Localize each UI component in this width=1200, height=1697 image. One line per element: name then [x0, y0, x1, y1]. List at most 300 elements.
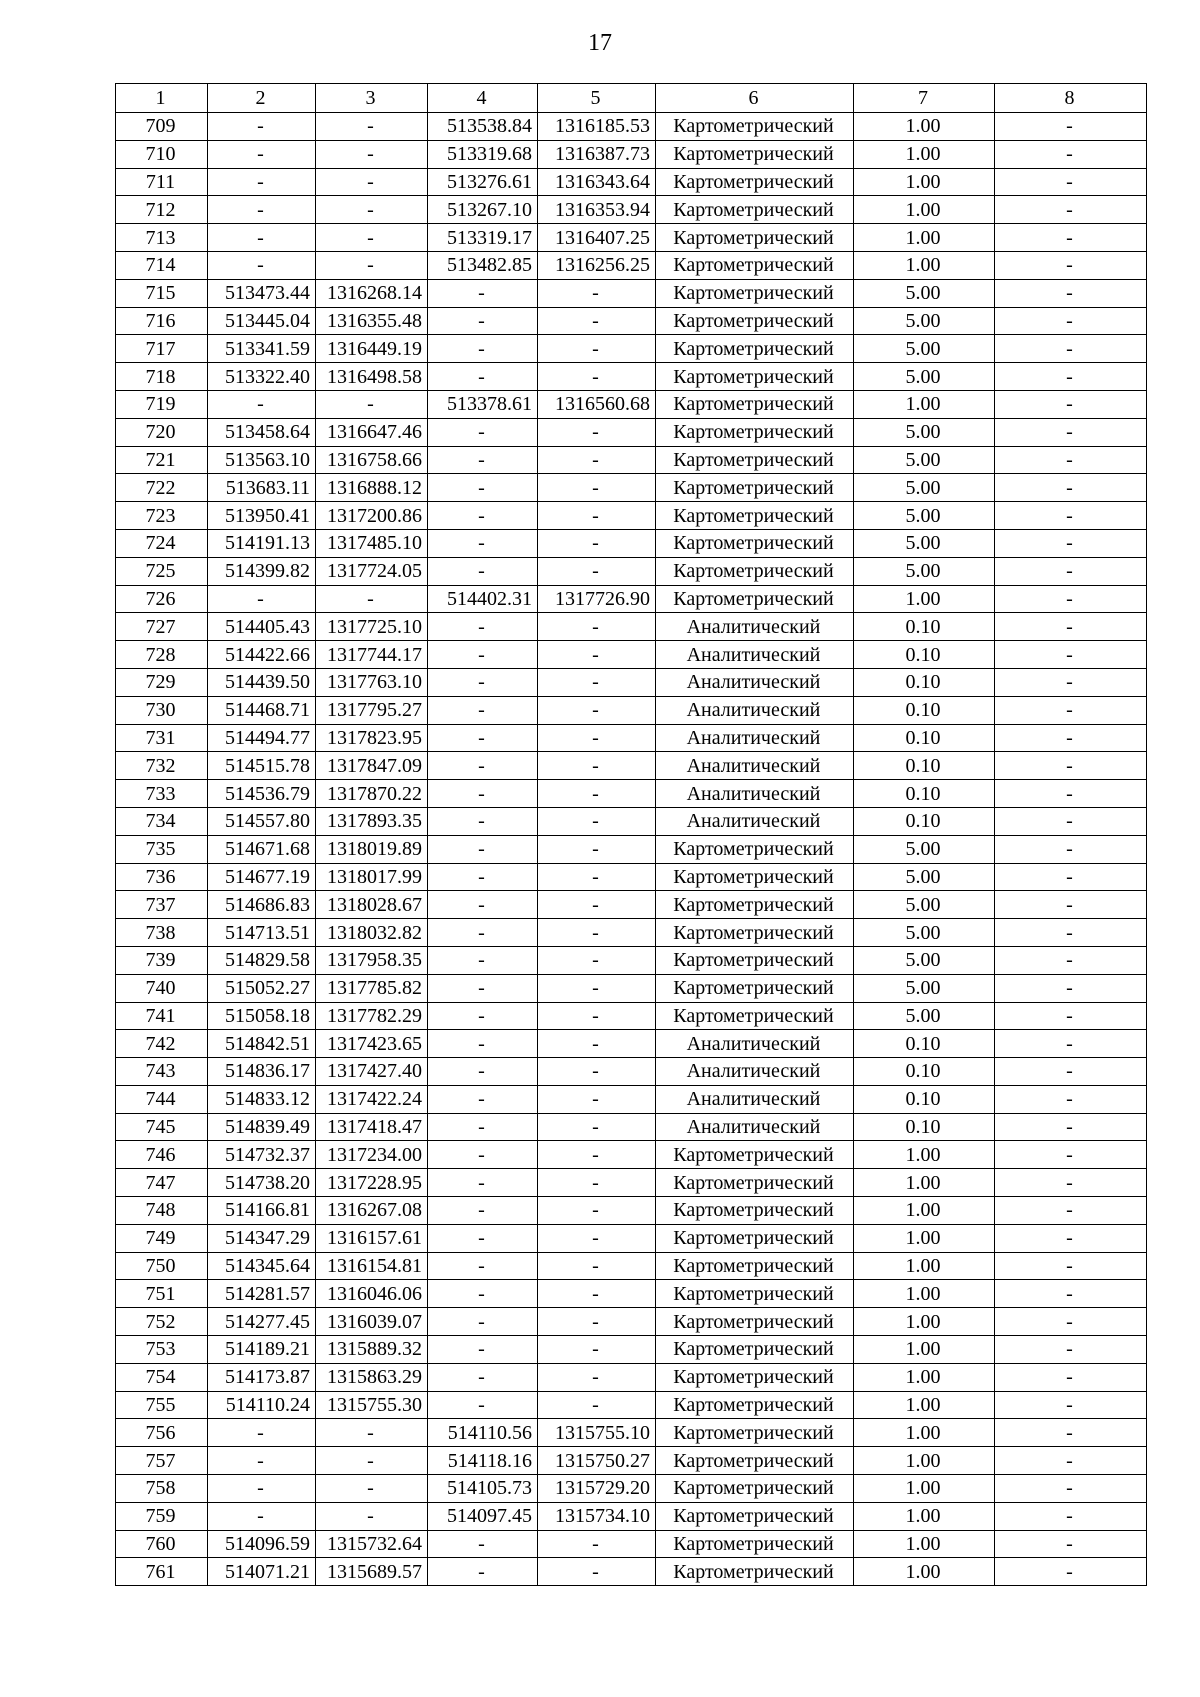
coord-y-new-cell: -: [538, 307, 656, 335]
coord-x-new-cell: -: [428, 335, 538, 363]
accuracy-cell: 1.00: [854, 113, 995, 141]
accuracy-cell: 1.00: [854, 1502, 995, 1530]
coord-x-new-cell: -: [428, 696, 538, 724]
coord-x-cell: 513950.41: [208, 502, 316, 530]
point-number-cell: 757: [116, 1447, 208, 1475]
coord-y-new-cell: -: [538, 863, 656, 891]
method-cell: Картометрический: [656, 1447, 854, 1475]
point-number-cell: 744: [116, 1085, 208, 1113]
coord-y-cell: 1318017.99: [316, 863, 428, 891]
coord-y-new-cell: -: [538, 1085, 656, 1113]
column-header: 2: [208, 84, 316, 113]
coord-x-new-cell: -: [428, 1197, 538, 1225]
coord-y-new-cell: -: [538, 641, 656, 669]
note-cell: -: [995, 418, 1147, 446]
coord-y-new-cell: 1315750.27: [538, 1447, 656, 1475]
coord-x-cell: -: [208, 140, 316, 168]
note-cell: -: [995, 1030, 1147, 1058]
accuracy-cell: 1.00: [854, 1224, 995, 1252]
point-number-cell: 722: [116, 474, 208, 502]
table-row: [116, 251, 1147, 279]
coord-y-new-cell: 1316407.25: [538, 224, 656, 252]
note-cell: -: [995, 1085, 1147, 1113]
coord-y-cell: 1317234.00: [316, 1141, 428, 1169]
table-row: [116, 1363, 1147, 1391]
accuracy-cell: 5.00: [854, 474, 995, 502]
accuracy-cell: 1.00: [854, 585, 995, 613]
method-cell: Аналитический: [656, 613, 854, 641]
coord-y-cell: 1316046.06: [316, 1280, 428, 1308]
coord-x-cell: 514842.51: [208, 1030, 316, 1058]
coordinates-table: [115, 83, 1147, 1586]
point-number-cell: 760: [116, 1530, 208, 1558]
coord-y-cell: 1317422.24: [316, 1085, 428, 1113]
coord-y-cell: 1317418.47: [316, 1113, 428, 1141]
coord-x-cell: 514836.17: [208, 1058, 316, 1086]
coord-y-cell: 1316647.46: [316, 418, 428, 446]
coord-y-cell: -: [316, 390, 428, 418]
accuracy-cell: 0.10: [854, 668, 995, 696]
coord-x-new-cell: -: [428, 1002, 538, 1030]
method-cell: Картометрический: [656, 1197, 854, 1225]
column-header: 4: [428, 84, 538, 113]
coord-y-new-cell: -: [538, 1030, 656, 1058]
table-row: [116, 585, 1147, 613]
coord-x-new-cell: 514118.16: [428, 1447, 538, 1475]
coord-x-cell: 513458.64: [208, 418, 316, 446]
coord-y-cell: 1315755.30: [316, 1391, 428, 1419]
coord-y-cell: 1315689.57: [316, 1558, 428, 1586]
table-row: [116, 641, 1147, 669]
accuracy-cell: 1.00: [854, 390, 995, 418]
coord-x-cell: -: [208, 113, 316, 141]
method-cell: Картометрический: [656, 835, 854, 863]
method-cell: Аналитический: [656, 724, 854, 752]
table-row: [116, 1530, 1147, 1558]
table-row: [116, 1141, 1147, 1169]
coord-x-new-cell: -: [428, 863, 538, 891]
table-row: [116, 835, 1147, 863]
table-row: [116, 1502, 1147, 1530]
coord-y-new-cell: -: [538, 780, 656, 808]
coord-y-cell: 1317427.40: [316, 1058, 428, 1086]
accuracy-cell: 5.00: [854, 863, 995, 891]
coord-x-new-cell: -: [428, 557, 538, 585]
note-cell: -: [995, 835, 1147, 863]
coord-x-new-cell: -: [428, 835, 538, 863]
coord-x-new-cell: -: [428, 1308, 538, 1336]
table-row: [116, 529, 1147, 557]
coord-x-new-cell: -: [428, 780, 538, 808]
coord-x-cell: 513563.10: [208, 446, 316, 474]
coord-y-new-cell: -: [538, 668, 656, 696]
coord-y-cell: 1315863.29: [316, 1363, 428, 1391]
method-cell: Аналитический: [656, 752, 854, 780]
point-number-cell: 761: [116, 1558, 208, 1586]
table-row: [116, 1085, 1147, 1113]
coord-x-new-cell: -: [428, 363, 538, 391]
method-cell: Картометрический: [656, 1002, 854, 1030]
coord-y-cell: 1316355.48: [316, 307, 428, 335]
method-cell: Аналитический: [656, 696, 854, 724]
note-cell: -: [995, 696, 1147, 724]
note-cell: -: [995, 168, 1147, 196]
point-number-cell: 756: [116, 1419, 208, 1447]
coord-y-cell: 1316039.07: [316, 1308, 428, 1336]
table-row: [116, 1475, 1147, 1503]
coord-y-cell: 1317763.10: [316, 668, 428, 696]
point-number-cell: 737: [116, 891, 208, 919]
coord-x-new-cell: -: [428, 1252, 538, 1280]
table-row: [116, 974, 1147, 1002]
coord-y-cell: -: [316, 168, 428, 196]
coord-x-cell: 514515.78: [208, 752, 316, 780]
point-number-cell: 723: [116, 502, 208, 530]
coord-x-new-cell: -: [428, 1058, 538, 1086]
method-cell: Картометрический: [656, 1502, 854, 1530]
coord-x-new-cell: -: [428, 474, 538, 502]
coord-y-new-cell: -: [538, 557, 656, 585]
coord-y-cell: -: [316, 224, 428, 252]
point-number-cell: 712: [116, 196, 208, 224]
coord-x-new-cell: -: [428, 1391, 538, 1419]
point-number-cell: 751: [116, 1280, 208, 1308]
note-cell: -: [995, 1336, 1147, 1364]
coord-x-cell: 514347.29: [208, 1224, 316, 1252]
coord-x-new-cell: 514105.73: [428, 1475, 538, 1503]
point-number-cell: 739: [116, 946, 208, 974]
coord-y-new-cell: -: [538, 1252, 656, 1280]
method-cell: Картометрический: [656, 196, 854, 224]
table-row: [116, 224, 1147, 252]
coord-x-cell: 514110.24: [208, 1391, 316, 1419]
table-row: [116, 1447, 1147, 1475]
point-number-cell: 741: [116, 1002, 208, 1030]
coord-y-cell: 1317870.22: [316, 780, 428, 808]
coord-x-new-cell: -: [428, 1224, 538, 1252]
coord-y-new-cell: -: [538, 1336, 656, 1364]
coord-x-cell: -: [208, 168, 316, 196]
coord-y-new-cell: -: [538, 807, 656, 835]
coord-x-new-cell: -: [428, 974, 538, 1002]
coord-x-cell: 514732.37: [208, 1141, 316, 1169]
coord-y-cell: 1317228.95: [316, 1169, 428, 1197]
coord-y-new-cell: -: [538, 1002, 656, 1030]
point-number-cell: 759: [116, 1502, 208, 1530]
accuracy-cell: 1.00: [854, 224, 995, 252]
coord-y-new-cell: 1316387.73: [538, 140, 656, 168]
coord-x-new-cell: 513319.17: [428, 224, 538, 252]
coord-y-new-cell: -: [538, 752, 656, 780]
method-cell: Картометрический: [656, 363, 854, 391]
point-number-cell: 711: [116, 168, 208, 196]
point-number-cell: 758: [116, 1475, 208, 1503]
accuracy-cell: 5.00: [854, 335, 995, 363]
coord-x-new-cell: -: [428, 1169, 538, 1197]
method-cell: Картометрический: [656, 919, 854, 947]
coord-y-cell: 1317785.82: [316, 974, 428, 1002]
note-cell: -: [995, 1419, 1147, 1447]
coord-y-cell: 1318032.82: [316, 919, 428, 947]
note-cell: -: [995, 113, 1147, 141]
table-row: [116, 1308, 1147, 1336]
method-cell: Картометрический: [656, 279, 854, 307]
table-row: [116, 1030, 1147, 1058]
accuracy-cell: 5.00: [854, 307, 995, 335]
method-cell: Аналитический: [656, 807, 854, 835]
method-cell: Аналитический: [656, 668, 854, 696]
note-cell: -: [995, 390, 1147, 418]
coord-x-cell: 513341.59: [208, 335, 316, 363]
method-cell: Картометрический: [656, 502, 854, 530]
note-cell: -: [995, 585, 1147, 613]
coord-x-cell: 514536.79: [208, 780, 316, 808]
coord-x-cell: -: [208, 224, 316, 252]
coord-y-cell: 1316449.19: [316, 335, 428, 363]
note-cell: -: [995, 1475, 1147, 1503]
note-cell: -: [995, 1447, 1147, 1475]
coord-y-new-cell: -: [538, 974, 656, 1002]
method-cell: Аналитический: [656, 1058, 854, 1086]
method-cell: Картометрический: [656, 1419, 854, 1447]
coord-x-cell: -: [208, 585, 316, 613]
coord-x-new-cell: -: [428, 946, 538, 974]
page-number: 17: [588, 30, 612, 56]
accuracy-cell: 0.10: [854, 1085, 995, 1113]
coord-y-new-cell: -: [538, 613, 656, 641]
coord-x-cell: 514345.64: [208, 1252, 316, 1280]
coord-y-new-cell: -: [538, 1308, 656, 1336]
coord-x-cell: 514738.20: [208, 1169, 316, 1197]
method-cell: Аналитический: [656, 1030, 854, 1058]
coord-y-cell: 1317744.17: [316, 641, 428, 669]
coord-x-cell: -: [208, 390, 316, 418]
table-row: [116, 279, 1147, 307]
coord-y-new-cell: -: [538, 446, 656, 474]
note-cell: -: [995, 279, 1147, 307]
coord-x-new-cell: 513319.68: [428, 140, 538, 168]
coord-x-cell: -: [208, 1419, 316, 1447]
table-row: [116, 307, 1147, 335]
note-cell: -: [995, 613, 1147, 641]
coord-y-cell: 1317782.29: [316, 1002, 428, 1030]
note-cell: -: [995, 946, 1147, 974]
point-number-cell: 749: [116, 1224, 208, 1252]
note-cell: -: [995, 974, 1147, 1002]
accuracy-cell: 0.10: [854, 1030, 995, 1058]
coord-x-new-cell: 513482.85: [428, 251, 538, 279]
accuracy-cell: 1.00: [854, 1141, 995, 1169]
coord-x-new-cell: -: [428, 1530, 538, 1558]
coord-x-cell: 514096.59: [208, 1530, 316, 1558]
coord-y-new-cell: 1316256.25: [538, 251, 656, 279]
note-cell: -: [995, 196, 1147, 224]
table-row: [116, 863, 1147, 891]
accuracy-cell: 5.00: [854, 363, 995, 391]
point-number-cell: 735: [116, 835, 208, 863]
table-row: [116, 168, 1147, 196]
method-cell: Картометрический: [656, 557, 854, 585]
point-number-cell: 747: [116, 1169, 208, 1197]
coord-y-cell: 1317724.05: [316, 557, 428, 585]
coord-y-cell: -: [316, 1447, 428, 1475]
accuracy-cell: 5.00: [854, 1002, 995, 1030]
point-number-cell: 729: [116, 668, 208, 696]
note-cell: -: [995, 919, 1147, 947]
note-cell: -: [995, 474, 1147, 502]
coord-y-cell: -: [316, 1502, 428, 1530]
coord-y-new-cell: 1316560.68: [538, 390, 656, 418]
accuracy-cell: 1.00: [854, 1419, 995, 1447]
coord-x-cell: -: [208, 1475, 316, 1503]
note-cell: -: [995, 1308, 1147, 1336]
coord-y-new-cell: -: [538, 418, 656, 446]
coord-x-cell: 514494.77: [208, 724, 316, 752]
column-header: 3: [316, 84, 428, 113]
table-row: [116, 1391, 1147, 1419]
table-row: [116, 474, 1147, 502]
coord-y-cell: 1315889.32: [316, 1336, 428, 1364]
coord-y-cell: 1318028.67: [316, 891, 428, 919]
coord-x-new-cell: -: [428, 502, 538, 530]
coord-x-cell: 514686.83: [208, 891, 316, 919]
coord-y-cell: 1317823.95: [316, 724, 428, 752]
column-header: 6: [656, 84, 854, 113]
table-row: [116, 696, 1147, 724]
accuracy-cell: 5.00: [854, 279, 995, 307]
point-number-cell: 753: [116, 1336, 208, 1364]
accuracy-cell: 0.10: [854, 696, 995, 724]
coord-x-new-cell: 514110.56: [428, 1419, 538, 1447]
column-header: 5: [538, 84, 656, 113]
accuracy-cell: 1.00: [854, 1391, 995, 1419]
coord-x-new-cell: -: [428, 1363, 538, 1391]
coord-x-cell: -: [208, 1447, 316, 1475]
table-row: [116, 919, 1147, 947]
point-number-cell: 746: [116, 1141, 208, 1169]
point-number-cell: 743: [116, 1058, 208, 1086]
coord-y-new-cell: -: [538, 1530, 656, 1558]
point-number-cell: 750: [116, 1252, 208, 1280]
accuracy-cell: 5.00: [854, 446, 995, 474]
method-cell: Картометрический: [656, 1224, 854, 1252]
point-number-cell: 714: [116, 251, 208, 279]
coord-x-new-cell: -: [428, 418, 538, 446]
coord-y-new-cell: -: [538, 696, 656, 724]
coord-y-cell: 1317893.35: [316, 807, 428, 835]
coord-y-cell: 1317795.27: [316, 696, 428, 724]
coord-y-cell: -: [316, 1419, 428, 1447]
coord-x-cell: 514833.12: [208, 1085, 316, 1113]
method-cell: Картометрический: [656, 863, 854, 891]
coord-x-cell: 513473.44: [208, 279, 316, 307]
coord-y-new-cell: -: [538, 529, 656, 557]
column-header: 7: [854, 84, 995, 113]
coord-x-cell: 514281.57: [208, 1280, 316, 1308]
note-cell: -: [995, 1558, 1147, 1586]
note-cell: -: [995, 891, 1147, 919]
coord-x-new-cell: -: [428, 1558, 538, 1586]
coord-y-cell: -: [316, 140, 428, 168]
note-cell: -: [995, 502, 1147, 530]
coord-y-new-cell: -: [538, 1558, 656, 1586]
table-row: [116, 807, 1147, 835]
coord-x-new-cell: -: [428, 279, 538, 307]
note-cell: -: [995, 1224, 1147, 1252]
coord-y-new-cell: 1315755.10: [538, 1419, 656, 1447]
accuracy-cell: 0.10: [854, 752, 995, 780]
method-cell: Картометрический: [656, 307, 854, 335]
method-cell: Картометрический: [656, 168, 854, 196]
point-number-cell: 748: [116, 1197, 208, 1225]
coord-x-cell: 514557.80: [208, 807, 316, 835]
coord-x-cell: 514713.51: [208, 919, 316, 947]
note-cell: -: [995, 224, 1147, 252]
accuracy-cell: 5.00: [854, 919, 995, 947]
coord-x-cell: 515058.18: [208, 1002, 316, 1030]
coord-x-new-cell: -: [428, 1336, 538, 1364]
coord-x-new-cell: -: [428, 891, 538, 919]
coord-y-cell: -: [316, 251, 428, 279]
note-cell: -: [995, 668, 1147, 696]
coord-x-cell: 513445.04: [208, 307, 316, 335]
coord-x-new-cell: 513538.84: [428, 113, 538, 141]
coord-y-new-cell: -: [538, 946, 656, 974]
coord-x-cell: 514191.13: [208, 529, 316, 557]
coord-x-new-cell: -: [428, 752, 538, 780]
coord-y-cell: 1315732.64: [316, 1530, 428, 1558]
coord-y-cell: 1317958.35: [316, 946, 428, 974]
coord-y-cell: 1316888.12: [316, 474, 428, 502]
coord-x-cell: -: [208, 196, 316, 224]
coord-x-cell: 515052.27: [208, 974, 316, 1002]
coord-x-cell: 514468.71: [208, 696, 316, 724]
coord-x-cell: 514399.82: [208, 557, 316, 585]
coord-x-new-cell: 513267.10: [428, 196, 538, 224]
coord-x-new-cell: -: [428, 724, 538, 752]
note-cell: -: [995, 1169, 1147, 1197]
coord-x-new-cell: -: [428, 307, 538, 335]
coord-x-new-cell: 514097.45: [428, 1502, 538, 1530]
column-header: 1: [116, 84, 208, 113]
note-cell: -: [995, 780, 1147, 808]
method-cell: Картометрический: [656, 891, 854, 919]
point-number-cell: 730: [116, 696, 208, 724]
accuracy-cell: 1.00: [854, 1280, 995, 1308]
coord-y-cell: 1317423.65: [316, 1030, 428, 1058]
point-number-cell: 740: [116, 974, 208, 1002]
point-number-cell: 721: [116, 446, 208, 474]
accuracy-cell: 5.00: [854, 974, 995, 1002]
table-row: [116, 390, 1147, 418]
note-cell: -: [995, 1530, 1147, 1558]
coord-x-new-cell: -: [428, 641, 538, 669]
accuracy-cell: 5.00: [854, 946, 995, 974]
accuracy-cell: 1.00: [854, 1475, 995, 1503]
coord-x-new-cell: -: [428, 446, 538, 474]
point-number-cell: 736: [116, 863, 208, 891]
accuracy-cell: 0.10: [854, 1113, 995, 1141]
coord-y-new-cell: 1316353.94: [538, 196, 656, 224]
coord-y-cell: 1316268.14: [316, 279, 428, 307]
point-number-cell: 713: [116, 224, 208, 252]
point-number-cell: 725: [116, 557, 208, 585]
method-cell: Картометрический: [656, 1336, 854, 1364]
coord-y-cell: 1316157.61: [316, 1224, 428, 1252]
method-cell: Картометрический: [656, 1530, 854, 1558]
coord-y-cell: -: [316, 585, 428, 613]
point-number-cell: 731: [116, 724, 208, 752]
